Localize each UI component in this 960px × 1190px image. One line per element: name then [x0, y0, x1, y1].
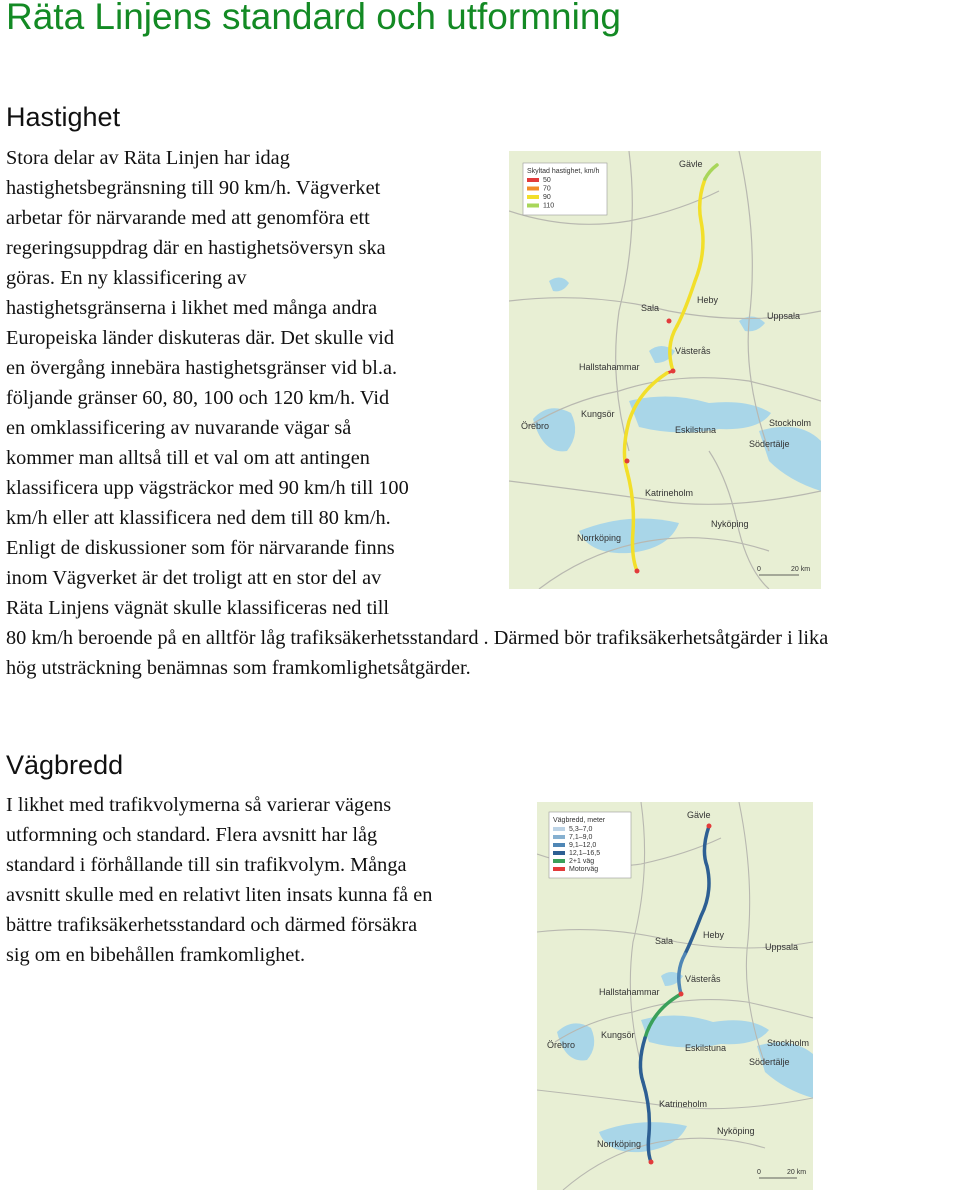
text-line: utformning och standard. Flera avsnitt har låg — [6, 824, 378, 846]
place-label: Västerås — [675, 346, 711, 356]
place-label: Sala — [655, 936, 674, 946]
place-label: Hallstahammar — [599, 987, 660, 997]
place-label: Nyköping — [711, 519, 749, 529]
text-line: I likhet med trafikvolymerna så varierar vägens — [6, 794, 392, 816]
place-label: Stockholm — [769, 418, 812, 428]
place-label: Heby — [703, 930, 725, 940]
legend-swatch — [527, 204, 539, 208]
scale-start: 0 — [757, 566, 761, 573]
section-heading-vagbredd: Vägbredd — [6, 750, 124, 780]
town-marker — [707, 824, 712, 829]
place-label: Gävle — [687, 810, 711, 820]
place-label: Eskilstuna — [675, 425, 717, 435]
legend-swatch — [553, 835, 565, 839]
legend-swatch — [553, 867, 565, 871]
text-line: kommer man alltså till et val om att antingen — [6, 447, 370, 469]
speed-limit-map — [509, 151, 821, 589]
place-label: Kungsör — [601, 1030, 635, 1040]
text-line: standard i förhållande till sin trafikvolym. Många — [6, 854, 407, 876]
text-line: avsnitt skulle med en relativt liten insats kunna få en — [6, 884, 433, 906]
text-line: bättre trafiksäkerhetsstandard och därmed försäkra — [6, 914, 418, 936]
text-line: Räta Linjens vägnät skulle klassificeras ned till — [6, 597, 389, 619]
town-marker — [649, 1160, 654, 1165]
text-line: Enligt de diskussioner som för närvarande finns — [6, 537, 395, 559]
text-line: göras. En ny klassificering av — [6, 267, 247, 289]
text-line: klassificera upp vägsträckor med 90 km/h till 100 — [6, 477, 409, 499]
page-title: Räta Linjens standard och utformning — [6, 0, 621, 37]
place-label: Norrköping — [577, 533, 622, 543]
text-line: arbetar för närvarande med att genomföra ett — [6, 207, 370, 229]
scale-end: 20 km — [787, 1169, 807, 1176]
legend-label: 90 — [543, 194, 551, 201]
text-line: Stora delar av Räta Linjen har idag — [6, 147, 290, 169]
text-line: inom Vägverket är det troligt att en stor del av — [6, 567, 382, 589]
place-label: Eskilstuna — [685, 1043, 727, 1053]
place-label: Katrineholm — [645, 488, 694, 498]
place-label: Hallstahammar — [579, 362, 640, 372]
town-marker — [679, 992, 684, 997]
text-line: en omklassificering av nuvarande vägar så — [6, 417, 352, 439]
section-heading-hastighet: Hastighet — [6, 102, 121, 132]
text-line: hög utsträckning benämnas som framkomlighetsåtgärder. — [6, 657, 471, 679]
place-label: Gävle — [679, 159, 703, 169]
town-marker — [671, 369, 676, 374]
text-line: 80 km/h beroende på en alltför låg trafiksäkerhetsstandard . Därmed bör trafiksäkerhetsåtgärder i lika — [6, 627, 829, 649]
town-marker — [667, 319, 672, 324]
town-marker — [635, 569, 640, 574]
text-line: km/h eller att klassificera ned dem till 80 km/h. — [6, 507, 391, 529]
legend-label: 7,1–9,0 — [569, 834, 593, 841]
text-line: en övergång innebära hastighetsgränser vid bl.a. — [6, 357, 398, 379]
legend-swatch — [553, 827, 565, 831]
legend-swatch — [527, 195, 539, 199]
text-line: följande gränser 60, 80, 100 och 120 km/h. Vid — [6, 387, 390, 409]
legend-label: 9,1–12,0 — [569, 842, 597, 849]
legend-swatch — [553, 851, 565, 855]
text-line: hastighetsgränserna i likhet med många andra — [6, 297, 378, 319]
place-label: Katrineholm — [659, 1099, 708, 1109]
place-label: Stockholm — [767, 1038, 810, 1048]
legend-swatch — [527, 178, 539, 182]
legend-label: Motorväg — [569, 866, 599, 873]
place-label: Södertälje — [749, 1057, 790, 1067]
text-line: sig om en bibehållen framkomlighet. — [6, 944, 306, 966]
legend-label: 70 — [543, 185, 551, 193]
place-label: Uppsala — [767, 311, 801, 321]
legend-label: 2+1 väg — [569, 858, 595, 865]
place-label: Norrköping — [597, 1139, 642, 1149]
town-marker — [625, 459, 630, 464]
place-label: Västerås — [685, 974, 721, 984]
legend-swatch — [527, 187, 539, 191]
text-line: regeringsuppdrag där en hastighetsöversyn ska — [6, 237, 386, 259]
place-label: Örebro — [521, 421, 550, 431]
legend-label: 5,3–7,0 — [569, 826, 593, 833]
legend-swatch — [553, 859, 565, 863]
legend-label: 12,1–16,5 — [569, 850, 601, 857]
legend-label: 110 — [543, 202, 555, 210]
place-label: Örebro — [547, 1040, 576, 1050]
scale-end: 20 km — [791, 566, 811, 573]
place-label: Nyköping — [717, 1126, 755, 1136]
place-label: Kungsör — [581, 409, 615, 419]
map-legend-title: Skyltad hastighet, km/h — [527, 168, 600, 175]
text-line: Europeiska länder diskuteras där. Det skulle vid — [6, 327, 395, 349]
place-label: Uppsala — [765, 942, 799, 952]
text-line: hastighetsbegränsning till 90 km/h. Vägverket — [6, 177, 381, 199]
scale-start: 0 — [757, 1169, 761, 1176]
map-legend-title: Vägbredd, meter — [553, 817, 606, 824]
legend-label: 50 — [543, 177, 551, 184]
place-label: Södertälje — [749, 439, 790, 449]
road-width-map — [537, 802, 813, 1190]
legend-swatch — [553, 843, 565, 847]
place-label: Heby — [697, 295, 719, 305]
place-label: Sala — [641, 303, 660, 313]
